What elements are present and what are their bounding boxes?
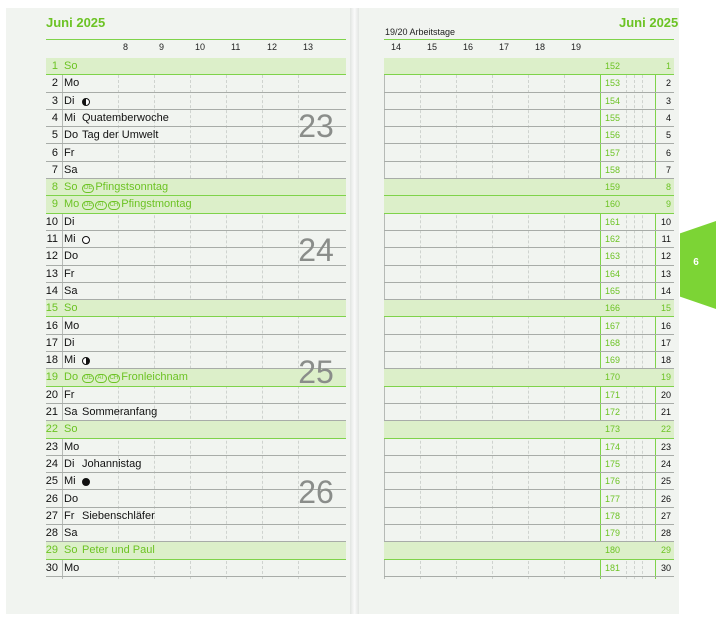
- day-number: 9: [51, 198, 58, 211]
- day-row-left[interactable]: [46, 421, 346, 438]
- day-note-text: Siebenschläfer: [82, 509, 155, 522]
- day-number-right: 6: [665, 147, 671, 158]
- last-quarter-moon-icon: [82, 98, 90, 106]
- weekday: Do: [64, 129, 79, 142]
- weekday: So: [64, 544, 78, 557]
- day-note: [82, 458, 141, 470]
- holiday-region-badge: DE: [84, 375, 93, 382]
- day-number-right: 17: [660, 337, 671, 348]
- day-row-left[interactable]: [46, 335, 346, 352]
- day-row-right[interactable]: [384, 179, 674, 196]
- day-note-text: Sommeranfang: [82, 406, 158, 418]
- day-number: 24: [45, 457, 58, 470]
- day-row-right[interactable]: [384, 145, 674, 162]
- first-quarter-moon-icon: [82, 357, 90, 365]
- day-number-right: 28: [660, 528, 671, 539]
- day-number-right: 11: [661, 234, 671, 244]
- day-number: 2: [51, 77, 58, 90]
- weekday: So: [64, 302, 78, 315]
- day-row-left[interactable]: [46, 525, 346, 542]
- left-month-title: Juni 2025: [46, 15, 106, 30]
- year-day-number: 162: [604, 234, 620, 244]
- year-day-number: 170: [604, 372, 620, 383]
- year-day-number: 181: [604, 562, 620, 573]
- day-number-right: 20: [660, 389, 671, 400]
- year-day-number: 160: [604, 199, 620, 210]
- day-number: 17: [45, 336, 58, 349]
- day-row-left[interactable]: [46, 300, 346, 317]
- weekday: Di: [64, 215, 75, 228]
- year-day-number: 152: [604, 61, 620, 71]
- day-number: 23: [45, 440, 58, 453]
- day-note-text: Peter und Paul: [82, 544, 155, 557]
- day-row-right[interactable]: [384, 456, 674, 473]
- day-row-left[interactable]: [46, 214, 346, 231]
- year-day-number: 161: [604, 216, 620, 227]
- day-row-right[interactable]: [384, 127, 674, 144]
- weekday: So: [64, 181, 78, 194]
- year-day-number: 164: [604, 268, 620, 279]
- weekday: Mi: [64, 475, 76, 488]
- day-row-right[interactable]: [384, 214, 674, 231]
- day-row-right[interactable]: [384, 491, 674, 508]
- day-row-right[interactable]: [384, 473, 674, 490]
- day-row-right[interactable]: [384, 75, 674, 92]
- year-day-number: 172: [604, 407, 620, 417]
- day-number: 27: [45, 509, 58, 522]
- day-number-right: 29: [660, 545, 671, 556]
- day-number-right: 26: [660, 493, 671, 504]
- weekday: Mi: [64, 354, 76, 367]
- day-number: 7: [51, 163, 58, 176]
- left-header-rule: [46, 39, 346, 40]
- weekday: Sa: [64, 163, 78, 176]
- day-number: 13: [45, 267, 58, 280]
- weekday: Fr: [64, 388, 75, 401]
- day-row-right[interactable]: [384, 542, 674, 559]
- weekday: Sa: [64, 527, 78, 540]
- day-row-right[interactable]: [384, 335, 674, 352]
- day-note: [82, 198, 192, 210]
- day-number-right: 15: [660, 303, 671, 314]
- full-moon-icon: [82, 478, 90, 486]
- day-row-left[interactable]: [46, 439, 346, 456]
- weekday: Do: [64, 371, 79, 384]
- hour-label: 10: [195, 42, 206, 52]
- day-row-right[interactable]: [384, 369, 674, 386]
- day-number-right: 16: [660, 320, 671, 331]
- day-number-right: 9: [665, 199, 671, 210]
- day-note-text: Fronleichnam: [121, 371, 188, 384]
- day-row-left[interactable]: [46, 283, 346, 300]
- day-row-left[interactable]: [46, 542, 346, 559]
- week-number: 24: [298, 232, 334, 268]
- day-note: [82, 371, 188, 383]
- day-row-left[interactable]: [46, 404, 346, 421]
- weekday: Mo: [64, 198, 80, 211]
- day-number-right: 4: [665, 112, 671, 123]
- day-note: [82, 181, 168, 193]
- day-row-right[interactable]: [384, 110, 674, 127]
- day-row-right[interactable]: [384, 196, 674, 213]
- day-row-right[interactable]: [384, 421, 674, 438]
- day-note-text: Pfingstsonntag: [95, 181, 169, 194]
- year-day-number: 173: [604, 424, 620, 435]
- year-day-number: 178: [604, 510, 620, 521]
- day-number-right: 10: [660, 216, 671, 227]
- day-number: 20: [45, 388, 58, 401]
- year-day-number: 177: [604, 493, 620, 504]
- week-number: 25: [298, 354, 334, 390]
- day-number-right: 14: [660, 285, 671, 296]
- day-number: 22: [45, 423, 58, 436]
- holiday-region-badge: DE: [84, 185, 93, 192]
- day-number: 10: [45, 215, 58, 228]
- day-note: [82, 544, 155, 556]
- day-number: 3: [51, 94, 58, 107]
- day-number: 25: [45, 475, 58, 488]
- day-note-text: Tag der Umwelt: [82, 129, 159, 142]
- holiday-region-badge: CH: [109, 375, 119, 382]
- day-note: [82, 129, 158, 141]
- weekday: Fr: [64, 267, 75, 280]
- weekday: Mo: [64, 319, 80, 332]
- day-row-right[interactable]: [384, 352, 674, 369]
- day-number: 8: [51, 181, 58, 194]
- day-number-right: 27: [660, 510, 671, 521]
- year-day-number: 163: [604, 251, 620, 262]
- weekday: Do: [64, 250, 79, 263]
- day-number: 11: [46, 233, 58, 245]
- hour-label: 8: [123, 42, 129, 52]
- day-number: 18: [45, 354, 58, 367]
- day-number: 15: [45, 302, 58, 315]
- month-tab-label: 6: [693, 257, 699, 268]
- day-row-right[interactable]: [384, 231, 674, 248]
- day-row-right[interactable]: [384, 387, 674, 404]
- day-number-right: 23: [660, 441, 671, 452]
- day-row-right[interactable]: [384, 266, 674, 283]
- day-number-right: 24: [660, 458, 671, 469]
- day-row-right[interactable]: [384, 508, 674, 525]
- day-note-text: Quatemberwoche: [82, 111, 169, 124]
- weekday: Mi: [64, 111, 76, 124]
- year-day-number: 168: [604, 337, 620, 348]
- day-number: 16: [45, 319, 58, 332]
- week-number: 26: [298, 474, 334, 510]
- day-number-right: 18: [660, 355, 671, 366]
- day-row-left[interactable]: [46, 196, 346, 213]
- day-note-text: Pfingstmontag: [121, 198, 192, 211]
- holiday-region-badge: DE: [84, 202, 93, 209]
- day-number: 28: [45, 527, 58, 540]
- year-day-number: 174: [604, 441, 620, 452]
- hour-label: 18: [535, 42, 546, 52]
- weekday: Mi: [64, 233, 76, 245]
- day-row-right[interactable]: [384, 283, 674, 300]
- year-day-number: 165: [604, 285, 620, 296]
- day-note: [82, 406, 157, 418]
- year-day-number: 166: [604, 303, 620, 314]
- holiday-region-badge: AT: [97, 202, 105, 209]
- weekday: Fr: [64, 146, 75, 159]
- working-days-label: 19/20 Arbeitstage: [385, 27, 456, 37]
- year-day-number: 169: [604, 355, 620, 366]
- day-row-right[interactable]: [384, 162, 674, 179]
- day-row-left[interactable]: [46, 560, 346, 577]
- day-number-right: 2: [665, 78, 671, 89]
- weekday: Sa: [64, 406, 78, 418]
- day-row-right[interactable]: [384, 525, 674, 542]
- weekday: Mo: [64, 561, 80, 574]
- day-number-right: 22: [660, 424, 671, 435]
- day-row-right[interactable]: [384, 318, 674, 335]
- hour-label: 16: [463, 42, 474, 52]
- day-row-left[interactable]: [46, 58, 346, 75]
- year-day-number: 167: [604, 320, 620, 331]
- day-number: 30: [45, 561, 58, 574]
- day-row-left[interactable]: [46, 456, 346, 473]
- year-day-number: 176: [604, 476, 620, 487]
- year-day-number: 157: [604, 147, 620, 158]
- year-day-number: 175: [604, 458, 620, 469]
- week-number: 23: [298, 108, 334, 144]
- holiday-region-badge: CH: [109, 202, 119, 209]
- day-row-right[interactable]: [384, 404, 674, 421]
- weekday: Mo: [64, 440, 80, 453]
- day-number-right: 12: [660, 251, 671, 262]
- hour-label: 9: [159, 42, 165, 52]
- hour-label: 17: [499, 42, 510, 52]
- day-number: 12: [45, 250, 58, 263]
- day-number: 6: [51, 146, 58, 159]
- year-day-number: 159: [604, 182, 620, 193]
- day-number: 5: [51, 129, 58, 142]
- hour-label: 19: [571, 42, 582, 52]
- weekday: So: [64, 423, 78, 436]
- hour-label: 11: [231, 42, 241, 52]
- hour-label: 14: [391, 42, 402, 52]
- day-row-left[interactable]: [46, 318, 346, 335]
- day-number-right: 5: [665, 130, 671, 141]
- weekday: Fr: [64, 509, 75, 522]
- day-note-text: Johannistag: [82, 457, 142, 470]
- weekday: So: [64, 60, 78, 72]
- day-row-left[interactable]: [46, 75, 346, 92]
- day-row-right[interactable]: [384, 560, 674, 577]
- day-row-left[interactable]: [46, 145, 346, 162]
- weekday: Di: [64, 336, 75, 349]
- day-number: 1: [51, 60, 58, 72]
- year-day-number: 158: [604, 164, 620, 175]
- year-day-number: 153: [604, 78, 620, 89]
- day-row-left[interactable]: [46, 162, 346, 179]
- weekday: Do: [64, 492, 79, 505]
- day-number-right: 21: [660, 407, 671, 417]
- day-number: 29: [45, 544, 58, 557]
- day-number: 21: [45, 406, 58, 418]
- year-day-number: 171: [604, 389, 620, 400]
- year-day-number: 180: [604, 545, 620, 556]
- book-spine: [350, 8, 359, 614]
- day-note: [82, 112, 169, 124]
- year-day-number: 155: [604, 112, 620, 123]
- day-number-right: 1: [665, 61, 671, 71]
- year-day-number: 156: [604, 130, 620, 141]
- day-number-right: 8: [665, 182, 671, 193]
- day-row-right[interactable]: [384, 439, 674, 456]
- day-row-right[interactable]: [384, 300, 674, 317]
- hour-label: 12: [267, 42, 278, 52]
- day-row-right[interactable]: [384, 58, 674, 75]
- right-header-rule: [384, 39, 674, 40]
- year-day-number: 154: [604, 95, 620, 106]
- weekday: Di: [64, 457, 75, 470]
- new-moon-icon: [82, 236, 90, 244]
- day-number-right: 25: [660, 476, 671, 487]
- weekday: Sa: [64, 284, 78, 297]
- day-number: 4: [51, 111, 58, 124]
- day-row-left[interactable]: [46, 179, 346, 196]
- day-row-right[interactable]: [384, 248, 674, 265]
- day-row-right[interactable]: [384, 93, 674, 110]
- year-day-number: 179: [604, 528, 620, 539]
- hour-label: 13: [303, 42, 314, 52]
- holiday-region-badge: AT: [97, 375, 105, 382]
- day-number-right: 19: [660, 372, 671, 383]
- day-number-right: 13: [660, 268, 671, 279]
- weekday: Di: [64, 94, 75, 107]
- weekday: Mo: [64, 77, 80, 90]
- day-number: 26: [45, 492, 58, 505]
- day-number: 19: [45, 371, 58, 384]
- day-number-right: 7: [665, 164, 671, 175]
- day-number: 14: [45, 284, 58, 297]
- hour-label: 15: [427, 42, 438, 52]
- day-number-right: 30: [660, 562, 671, 573]
- day-number-right: 3: [665, 95, 671, 106]
- right-month-title: Juni 2025: [619, 15, 679, 30]
- day-note: [82, 510, 155, 522]
